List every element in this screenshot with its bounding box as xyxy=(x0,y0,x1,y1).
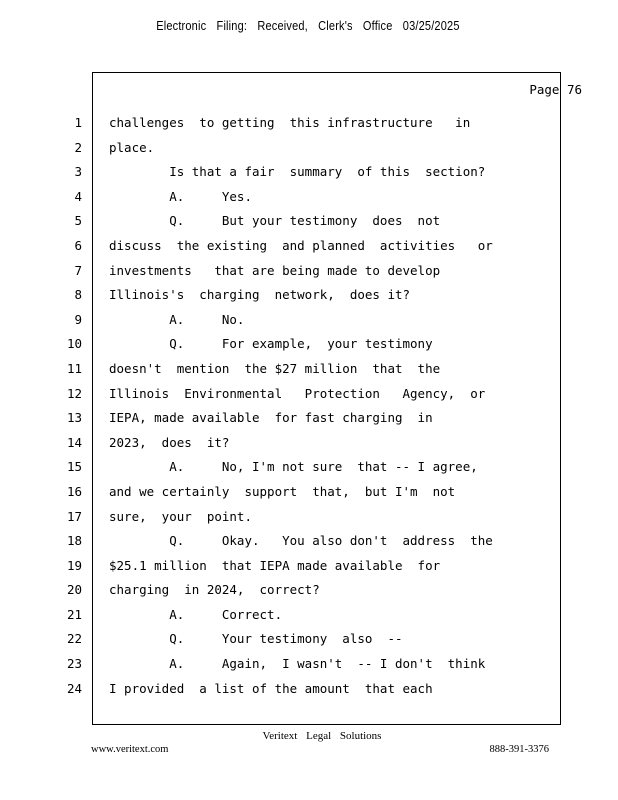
line-text: and we certainly support that, but I'm not xyxy=(109,483,456,499)
filing-stamp-header: Electronic Filing: Received, Clerk's Office 03/25/2025 xyxy=(156,19,460,33)
line-number: 21 xyxy=(66,606,82,622)
line-number: 10 xyxy=(66,336,82,352)
transcript-line xyxy=(0,332,618,357)
line-text: A. No. xyxy=(109,311,245,327)
transcript-line xyxy=(0,283,618,308)
line-text: discuss the existing and planned activities or xyxy=(109,237,493,253)
line-number: 5 xyxy=(74,213,82,229)
line-number: 23 xyxy=(66,656,82,672)
line-number: 1 xyxy=(74,115,82,130)
line-number: 13 xyxy=(66,410,82,426)
line-text: Q. Your testimony also -- xyxy=(109,631,403,647)
line-number: 9 xyxy=(74,311,82,327)
transcript-line xyxy=(0,136,618,161)
line-text: A. Again, I wasn't -- I don't think xyxy=(109,656,486,672)
transcript-line xyxy=(0,603,618,628)
transcript-line xyxy=(0,480,618,505)
transcript-line xyxy=(0,111,618,136)
line-text: Illinois Environmental Protection Agency, or xyxy=(109,385,486,401)
transcript-line xyxy=(0,259,618,284)
transcript-line xyxy=(0,455,618,480)
line-text: A. No, I'm not sure that -- I agree, xyxy=(109,459,478,475)
transcript-line xyxy=(0,431,618,456)
transcript-line xyxy=(0,406,618,431)
transcript-line xyxy=(0,554,618,579)
line-number: 2 xyxy=(74,139,82,155)
page-number: Page 76 xyxy=(529,82,582,97)
line-text: place. xyxy=(109,139,155,155)
line-number: 19 xyxy=(66,557,82,573)
transcript-line xyxy=(0,209,618,234)
line-number: 20 xyxy=(66,582,82,598)
line-text: charging in 2024, correct? xyxy=(109,582,320,598)
transcript-line xyxy=(0,160,618,185)
transcript-line xyxy=(0,234,618,259)
transcript-line xyxy=(0,677,618,702)
line-text: sure, your point. xyxy=(109,508,252,524)
line-number: 8 xyxy=(74,287,82,303)
line-number: 12 xyxy=(66,385,82,401)
line-text: Q. But your testimony does not xyxy=(109,213,441,229)
line-number: 7 xyxy=(74,262,82,278)
line-text: I provided a list of the amount that each xyxy=(109,680,433,696)
line-text: IEPA, made available for fast charging in xyxy=(109,410,433,426)
footer-phone: 888-391-3376 xyxy=(489,744,549,755)
line-text: Q. For example, your testimony xyxy=(109,336,433,352)
line-text: A. Correct. xyxy=(109,606,283,622)
footer-website: www.veritext.com xyxy=(91,744,169,755)
transcript-line xyxy=(0,505,618,530)
line-number: 4 xyxy=(74,188,82,204)
line-text: doesn't mention the $27 million that the xyxy=(109,360,441,376)
line-number: 15 xyxy=(66,459,82,475)
transcript-body xyxy=(0,111,618,701)
transcript-line xyxy=(0,529,618,554)
line-number: 11 xyxy=(66,360,82,376)
line-number: 17 xyxy=(66,508,82,524)
transcript-line xyxy=(0,652,618,677)
line-number: 24 xyxy=(66,680,82,696)
line-number: 14 xyxy=(66,434,82,450)
transcript-line xyxy=(0,627,618,652)
line-number: 22 xyxy=(66,631,82,647)
line-text: Is that a fair summary of this section? xyxy=(109,164,486,180)
transcript-line xyxy=(0,357,618,382)
line-number: 16 xyxy=(66,483,82,499)
line-text: Illinois's charging network, does it? xyxy=(109,287,411,303)
transcript-line xyxy=(0,578,618,603)
transcript-line xyxy=(0,382,618,407)
line-text: $25.1 million that IEPA made available for xyxy=(109,557,441,573)
footer-company: Veritext Legal Solutions xyxy=(262,730,382,742)
line-number: 6 xyxy=(74,237,82,253)
line-text: investments that are being made to develop xyxy=(109,262,441,278)
line-text: 2023, does it? xyxy=(109,434,230,450)
line-text: Q. Okay. You also don't address the xyxy=(109,533,493,549)
line-text: A. Yes. xyxy=(109,188,252,204)
transcript-line xyxy=(0,185,618,210)
line-number: 3 xyxy=(74,164,82,180)
transcript-line xyxy=(0,308,618,333)
line-number: 18 xyxy=(66,533,82,549)
line-text: challenges to getting this infrastructure in xyxy=(109,115,471,130)
